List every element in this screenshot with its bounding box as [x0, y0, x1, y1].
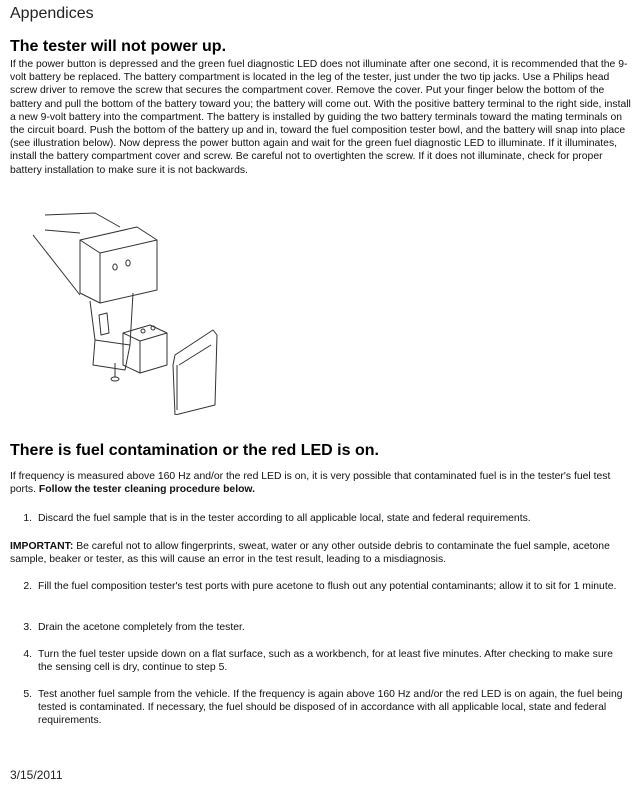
page-header: Appendices [10, 5, 94, 22]
step-number: 4. [23, 649, 32, 660]
intro-text: If frequency is measured above 160 Hz and/or the red LED is on, it is very possible that contaminated fuel is in the tester's fuel test ports. [10, 471, 611, 496]
step-number: 1. [23, 513, 32, 524]
contamination-intro [10, 470, 635, 496]
important-text: Be careful not to allow fingerprints, sweat, water or any other outside debris to contaminate the fuel sample, acetone sample, beaker or tester, as this will cause an error in the test result, leading to a misdiagnosis. [10, 541, 610, 566]
important-note [10, 540, 635, 566]
section-heading-power: The tester will not power up. [10, 38, 227, 55]
step-text: Fill the fuel composition tester's test ports with pure acetone to flush out any potential contaminants; allow it to sit for 1 minute. [38, 581, 617, 592]
important-label: IMPORTANT: [10, 541, 74, 552]
section-heading-contamination: There is fuel contamination or the red LED is on. [10, 442, 379, 459]
footer-date: 3/15/2011 [10, 768, 63, 782]
step-text: Turn the fuel tester upside down on a flat surface, such as a workbench, for at least five minutes. After checking to make sure the sensing cell is dry, continue to step 5. [38, 649, 613, 674]
step-text: Drain the acetone completely from the tester. [38, 622, 245, 633]
step-text: Test another fuel sample from the vehicle. If the frequency is again above 160 Hz and/or the red LED is on again, the fuel being tested is contaminated. If necessary, the fuel should be disposed of in accordance with all applicable local, state and federal requirements. [38, 689, 623, 727]
step-number: 2. [23, 581, 32, 592]
step-text: Discard the fuel sample that is in the tester according to all applicable local, state and federal requirements. [38, 513, 531, 524]
power-troubleshooting-paragraph: If the power button is depressed and the green fuel diagnostic LED does not illuminate after one second, it is recommended that the 9-volt battery be replaced. The battery compartment is located in the leg of the tester, just under the two tip jacks. Use a Philips head screw driver to remove the screw that secures the compartment cover. Remove the cover. Put your finger below the bottom of the battery and pull the bottom of the battery toward you; the battery will come out. With the positive battery terminal to the right side, install a new 9-volt battery into the compartment. The battery is installed by guiding the two battery terminals toward the mating terminals on the circuit board. Push the bottom of the battery up and in, toward the fuel composition tester bowl, and the battery will snap into place (see illustration below). Now depress the power button again and wait for the green fuel diagnostic LED to illuminate. If it illuminates, install the battery compartment cover and screw. Be careful not to overtighten the screw. If it does not illuminate, check for proper battery installation to make sure it is not backwards. [10, 59, 631, 176]
intro-bold-text: Follow the tester cleaning procedure below. [38, 484, 256, 496]
step-number: 5. [23, 689, 32, 700]
battery-installation-illustration [25, 205, 255, 415]
step-number: 3. [23, 622, 32, 633]
